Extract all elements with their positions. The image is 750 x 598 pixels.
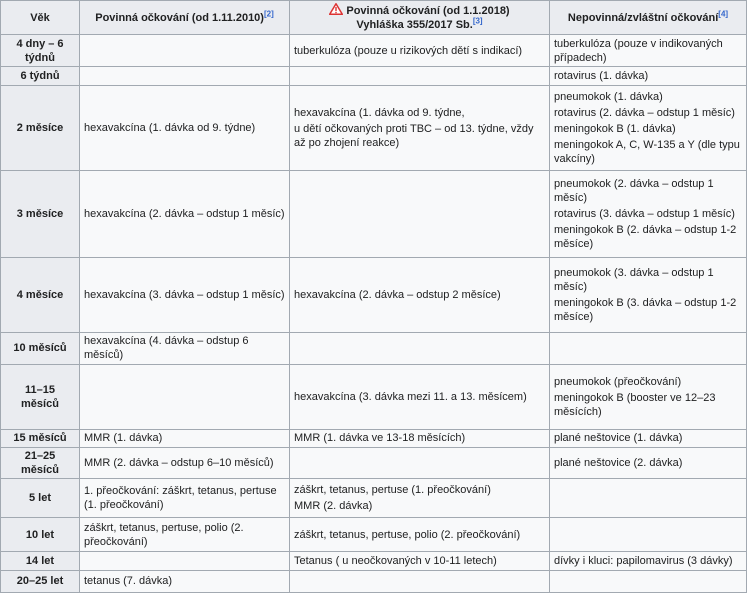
- optional-cell: [550, 570, 747, 592]
- header-decree-label: Vyhláška 355/2017 Sb.: [356, 19, 473, 31]
- mandatory-2018-cell: [290, 85, 550, 170]
- mandatory-2010-cell: [80, 364, 290, 429]
- mandatory-2010-cell: [80, 170, 290, 257]
- header-age: [1, 1, 80, 35]
- mandatory-2010-cell: [80, 447, 290, 478]
- mandatory-2018-cell: [290, 333, 550, 364]
- vaccine-entry: hexavakcína (2. dávka – odstup 1 měsíc): [84, 208, 285, 221]
- age-cell: 20–25 let: [1, 570, 80, 592]
- header-row: [1, 1, 747, 35]
- table-row: [1, 170, 747, 257]
- optional-cell: [550, 258, 747, 333]
- age-cell: 14 let: [1, 552, 80, 570]
- vaccine-entry: pneumokok (přeočkování): [554, 375, 682, 388]
- vaccine-entry: MMR (2. dávka): [294, 500, 373, 513]
- optional-cell: [550, 364, 747, 429]
- age-cell: 2 měsíce: [1, 85, 80, 170]
- header-optional-label: Nepovinná/zvláštní očkování: [567, 11, 719, 24]
- optional-cell: [550, 85, 747, 170]
- reference-3-link[interactable]: [3]: [472, 16, 483, 26]
- age-cell: 11–15 měsíců: [1, 364, 80, 429]
- table-row: [1, 429, 747, 447]
- optional-cell: [550, 479, 747, 518]
- warning-icon: [329, 3, 343, 15]
- mandatory-2018-cell: [290, 35, 550, 67]
- age-cell: 4 dny – 6 týdnů: [1, 35, 80, 67]
- age-cell: 3 měsíce: [1, 170, 80, 257]
- reference-2-link[interactable]: [2]: [263, 8, 274, 18]
- mandatory-2010-cell: [80, 258, 290, 333]
- mandatory-2010-cell: [80, 35, 290, 67]
- header-optional: [550, 1, 747, 35]
- table-row: [1, 517, 747, 551]
- age-cell: 15 měsíců: [1, 429, 80, 447]
- table-row: [1, 552, 747, 570]
- optional-cell: [550, 552, 747, 570]
- mandatory-2018-cell: [290, 479, 550, 518]
- vaccine-entry: pneumokok (1. dávka): [554, 90, 663, 103]
- vaccine-entry: záškrt, tetanus, pertuse, polio (2. přeočkování): [84, 521, 244, 548]
- reference-2: [264, 9, 274, 18]
- vaccine-entry: MMR (1. dávka): [84, 432, 163, 445]
- mandatory-2010-cell: [80, 85, 290, 170]
- table-row: [1, 364, 747, 429]
- mandatory-2018-cell: [290, 552, 550, 570]
- vaccine-entry: dívky i kluci: papilomavirus (3 dávky): [554, 554, 733, 567]
- mandatory-2018-cell: [290, 67, 550, 85]
- vaccine-entry: tuberkulóza (pouze v indikovaných případech): [554, 37, 723, 64]
- mandatory-2010-cell: [80, 333, 290, 364]
- vaccine-entry: Tetanus ( u neočkovaných v 10-11 letech): [294, 554, 497, 567]
- vaccine-entry: tuberkulóza (pouze u rizikových dětí s indikací): [294, 44, 523, 57]
- vaccine-entry: plané neštovice (2. dávka): [554, 457, 683, 470]
- vaccine-entry: plané neštovice (1. dávka): [554, 432, 683, 445]
- table-row: [1, 479, 747, 518]
- vaccine-entry: hexavakcína (2. dávka – odstup 2 měsíce): [294, 289, 501, 302]
- table-row: [1, 67, 747, 85]
- vaccine-entry: hexavakcína (1. dávka od 9. týdne): [84, 121, 256, 134]
- header-mandatory-2018: [290, 1, 550, 35]
- age-cell: 21–25 měsíců: [1, 447, 80, 478]
- table-row: [1, 35, 747, 67]
- age-cell: 10 let: [1, 517, 80, 551]
- mandatory-2018-cell: [290, 258, 550, 333]
- vaccine-entry: meningokok B (2. dávka – odstup 1-2 měsíce): [554, 224, 737, 251]
- vaccine-entry: meningokok B (booster ve 12–23 měsících): [554, 391, 716, 418]
- mandatory-2010-cell: [80, 570, 290, 592]
- reference-3: [473, 16, 483, 25]
- vaccine-entry: meningokok B (1. dávka): [554, 122, 676, 135]
- header-age-label: Věk: [30, 11, 50, 24]
- optional-cell: [550, 517, 747, 551]
- optional-cell: [550, 429, 747, 447]
- optional-cell: [550, 67, 747, 85]
- mandatory-2010-cell: [80, 429, 290, 447]
- vaccine-entry: tetanus (7. dávka): [84, 575, 173, 588]
- vaccine-entry: rotavirus (3. dávka – odstup 1 měsíc): [554, 208, 735, 221]
- vaccine-entry: MMR (1. dávka ve 13-18 měsících): [294, 432, 466, 445]
- mandatory-2010-cell: [80, 479, 290, 518]
- mandatory-2010-cell: [80, 67, 290, 85]
- vaccine-entry: hexavakcína (4. dávka – odstup 6 měsíců): [84, 335, 249, 362]
- vaccine-entry: záškrt, tetanus, pertuse, polio (2. přeočkování): [294, 528, 521, 541]
- vaccine-entry: u dětí očkovaných proti TBC – od 13. týdne, vždy až po zhojení reakce): [294, 122, 534, 149]
- mandatory-2010-cell: [80, 517, 290, 551]
- vaccine-entry: záškrt, tetanus, pertuse (1. přeočkování): [294, 484, 491, 497]
- vaccine-entry: hexavakcína (3. dávka – odstup 1 měsíc): [84, 289, 285, 302]
- mandatory-2018-cell: [290, 364, 550, 429]
- vaccine-entry: rotavirus (2. dávka – odstup 1 měsíc): [554, 106, 735, 119]
- mandatory-2018-cell: [290, 447, 550, 478]
- mandatory-2018-cell: [290, 570, 550, 592]
- reference-4-link[interactable]: [4]: [718, 8, 729, 18]
- vaccine-entry: pneumokok (2. dávka – odstup 1 měsíc): [554, 178, 714, 205]
- age-cell: 4 měsíce: [1, 258, 80, 333]
- vaccine-entry: hexavakcína (3. dávka mezi 11. a 13. měsícem): [294, 390, 527, 403]
- age-cell: 6 týdnů: [1, 67, 80, 85]
- table-row: [1, 85, 747, 170]
- vaccine-entry: meningokok A, C, W-135 a Y (dle typu vakcíny): [554, 138, 740, 165]
- table-row: [1, 447, 747, 478]
- table-row: [1, 258, 747, 333]
- vaccine-entry: meningokok B (3. dávka – odstup 1-2 měsíce): [554, 297, 737, 324]
- age-cell: 5 let: [1, 479, 80, 518]
- table-row: [1, 570, 747, 592]
- vaccine-entry: MMR (2. dávka – odstup 6–10 měsíců): [84, 457, 274, 470]
- table-row: [1, 333, 747, 364]
- mandatory-2010-cell: [80, 552, 290, 570]
- optional-cell: [550, 35, 747, 67]
- mandatory-2018-cell: [290, 429, 550, 447]
- header-mandatory-2018-label: Povinná očkování (od 1.1.2018): [346, 5, 510, 17]
- header-mandatory-2010: [80, 1, 290, 35]
- optional-cell: [550, 170, 747, 257]
- reference-4: [718, 9, 728, 18]
- header-mandatory-2010-label: Povinná očkování (od 1.11.2010): [95, 11, 264, 24]
- mandatory-2018-cell: [290, 170, 550, 257]
- vaccine-entry: hexavakcína (1. dávka od 9. týdne,: [294, 106, 465, 119]
- optional-cell: [550, 447, 747, 478]
- mandatory-2018-cell: [290, 517, 550, 551]
- vaccine-entry: 1. přeočkování: záškrt, tetanus, pertuse (1. přeočkování): [84, 485, 277, 512]
- vaccine-entry: rotavirus (1. dávka): [554, 70, 649, 83]
- optional-cell: [550, 333, 747, 364]
- age-cell: 10 měsíců: [1, 333, 80, 364]
- vaccine-entry: pneumokok (3. dávka – odstup 1 měsíc): [554, 267, 714, 294]
